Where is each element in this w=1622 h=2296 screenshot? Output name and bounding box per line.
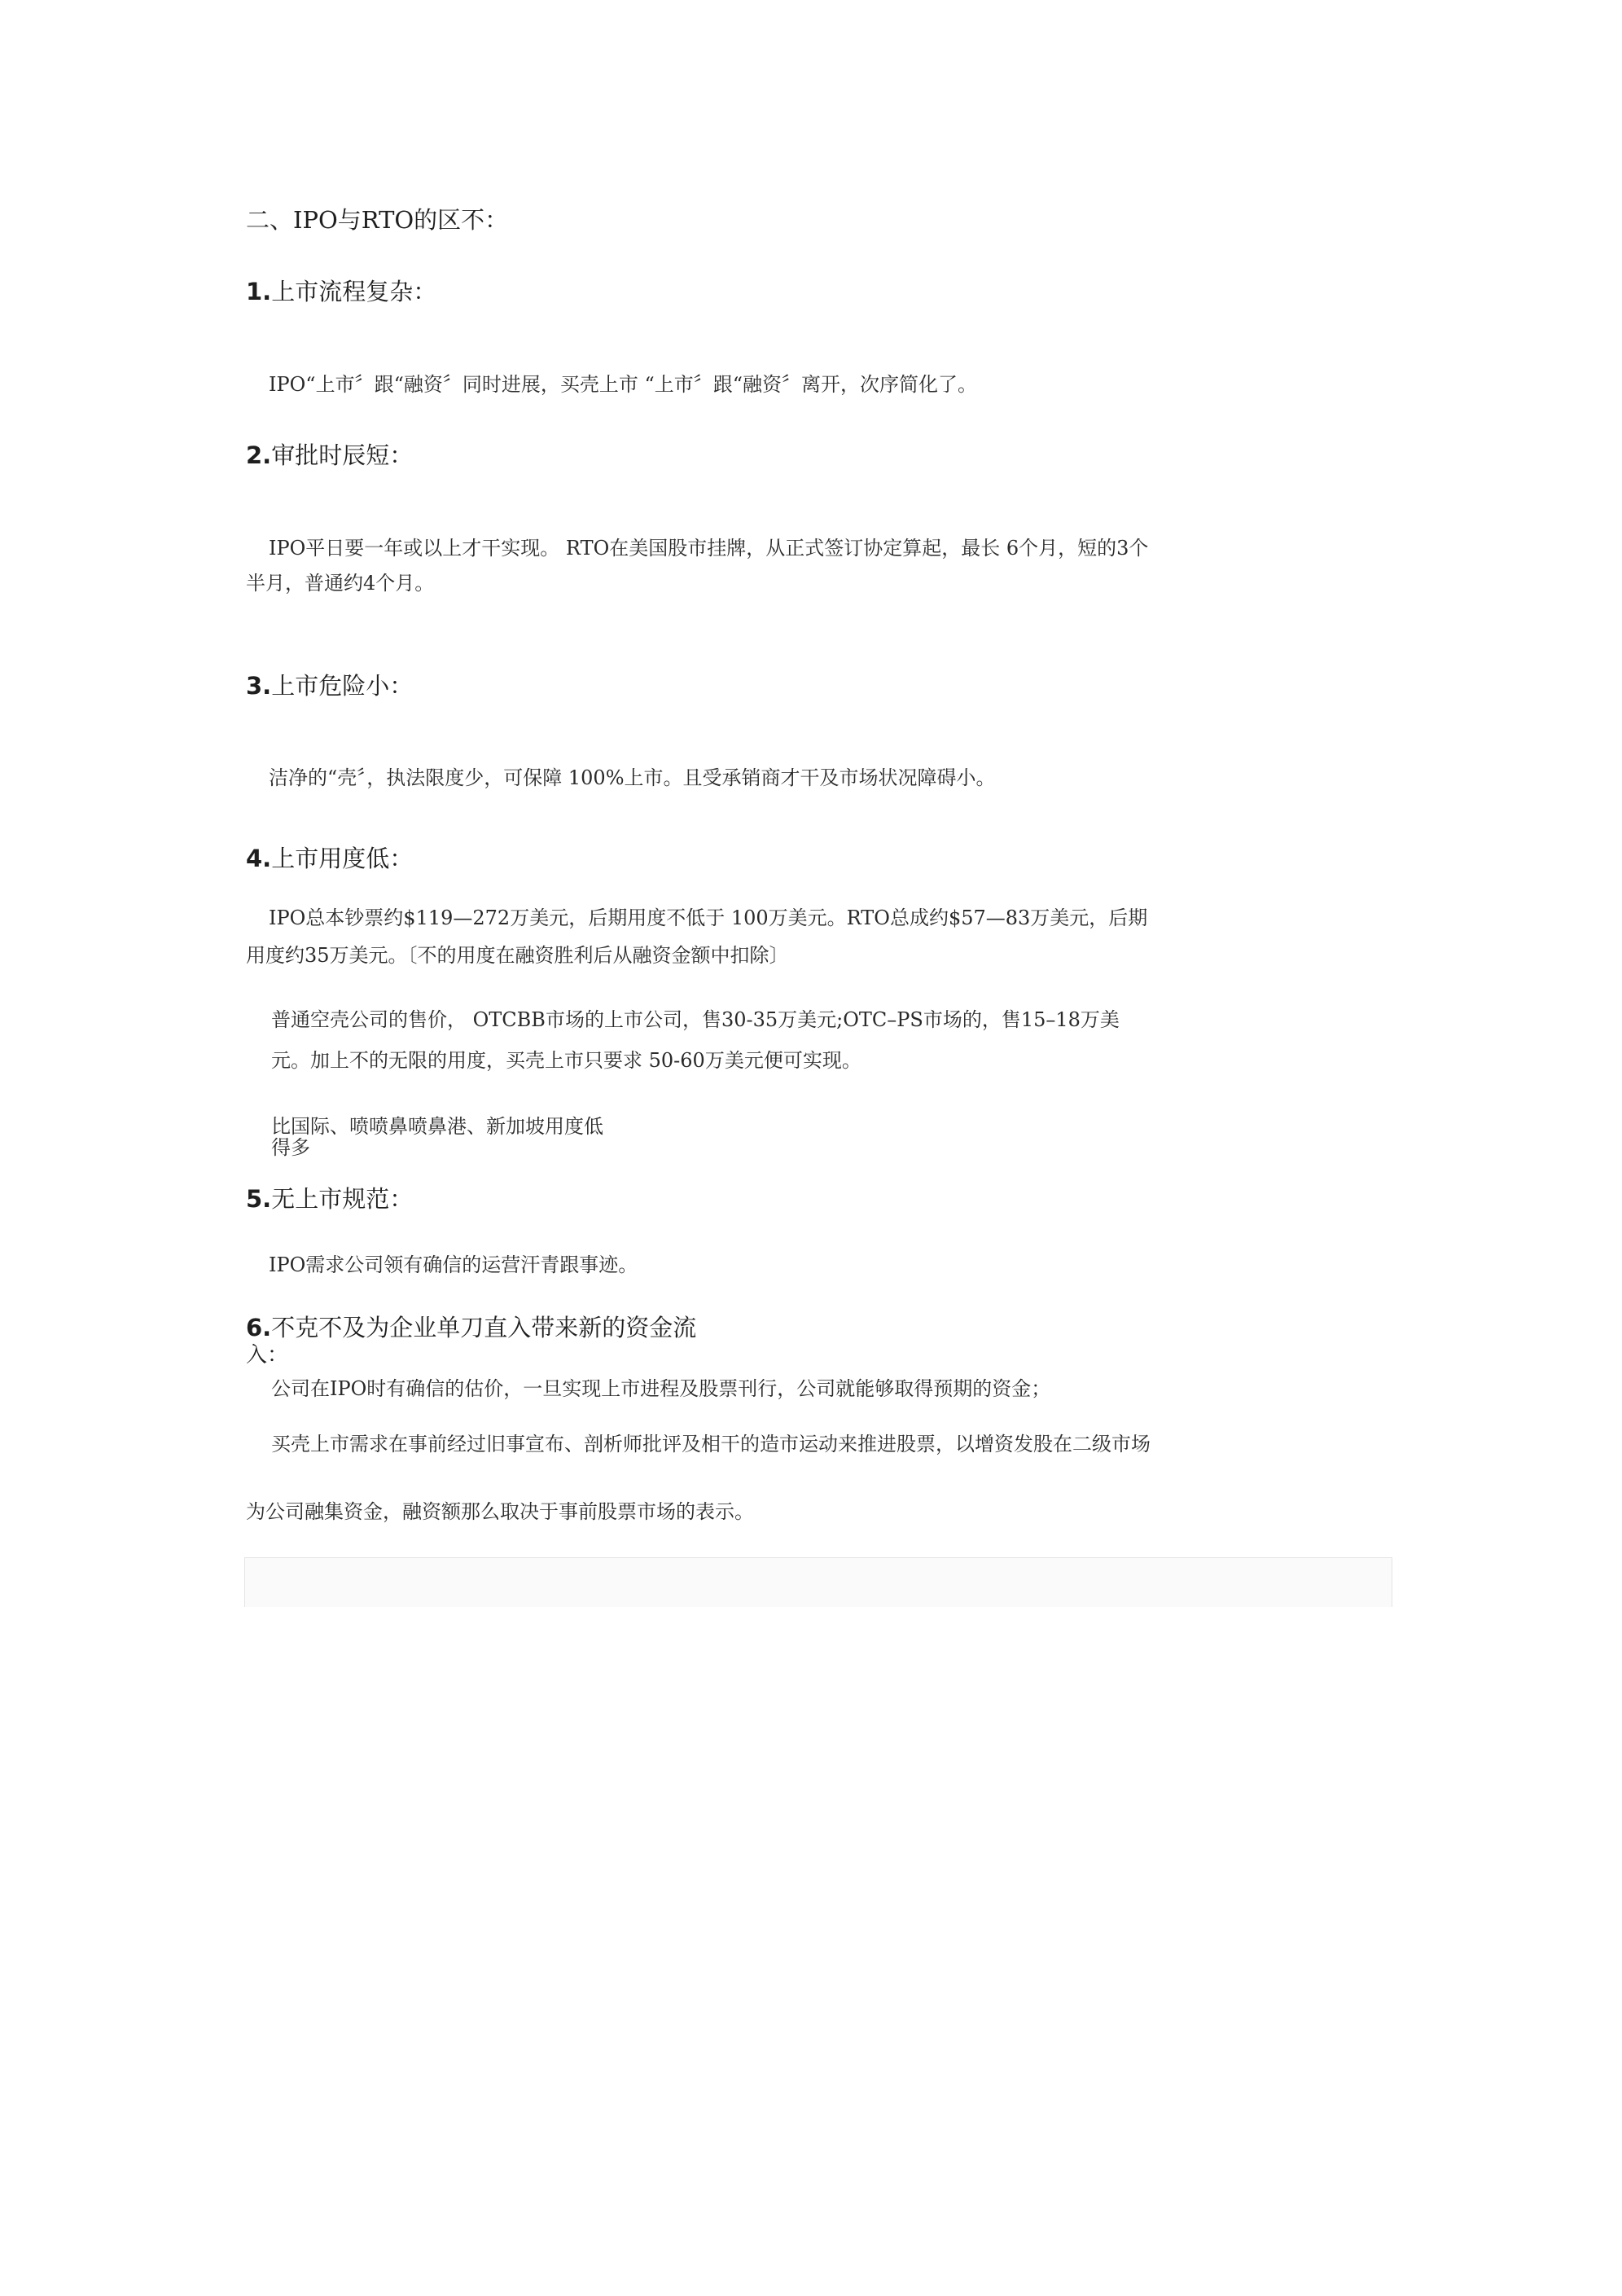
section-4-line-4: 元。加上不的无限的用度，买壳上市只要求 50-60万美元便可实现。 [271, 1049, 861, 1072]
section-4-line-6: 得多 [271, 1136, 310, 1159]
section-3-heading [246, 673, 413, 700]
document-title: 二、IPO与RTO的区不： [246, 206, 509, 234]
section-3-number: 3. [246, 672, 272, 700]
section-4-number: 4. [246, 845, 272, 872]
section-4-line-5: 比国际、喷喷鼻喷鼻港、新加坡用度低 [271, 1115, 603, 1138]
section-6-line-2: 买壳上市需求在事前经过旧事宣布、剖析师批评及相干的造市运动来推进股票，以增资发股在二级市场 [271, 1433, 1151, 1455]
section-4-line-2: 用度约35万美元。〔不的用度在融资胜利后从融资金额中扣除〕 [246, 944, 789, 967]
section-6-line-3: 为公司融集资金，融资额那么取决于事前股票市场的表示。 [246, 1500, 754, 1523]
section-3-heading-text: 上市危险小： [271, 672, 414, 700]
section-5-number: 5. [246, 1185, 272, 1213]
section-4-heading [246, 845, 413, 872]
section-2-heading [246, 442, 413, 469]
section-6-number: 6. [246, 1314, 272, 1341]
section-2-line-1: IPO平日要一年或以上才干实现。 RTO在美国股市挂牌，从正式签订协定算起，最长 6个月，短的3个 [269, 537, 1149, 560]
section-6-heading [246, 1315, 696, 1341]
section-6-line-1: 公司在IPO时有确信的估价，一旦实现上市进程及股票刊行，公司就能够取得预期的资金； [271, 1377, 1051, 1400]
empty-content-box [244, 1557, 1392, 1607]
section-1-heading [246, 279, 436, 305]
section-4-line-1: IPO总本钞票约$119—272万美元，后期用度不低于 100万美元。RTO总成约$57—83万美元，后期 [269, 907, 1148, 929]
section-2-heading-text: 审批时辰短： [271, 441, 414, 469]
section-4-heading-text: 上市用度低： [271, 845, 414, 872]
section-3-line-1: 洁净的“壳〞，执法限度少，可保障 100%上市。且受承销商才干及市场状况障碍小。 [269, 766, 996, 789]
section-1-number: 1. [246, 278, 272, 305]
section-6-heading-continuation: 入： [246, 1343, 289, 1368]
section-2-line-2: 半月，普通约4个月。 [246, 572, 435, 595]
section-2-number: 2. [246, 441, 272, 469]
section-1-line-1: IPO“上市〞跟“融资〞同时进展，买壳上市 “上市〞跟“融资〞离开，次序简化了。 [269, 373, 978, 396]
section-4-line-3: 普通空壳公司的售价， OTCBB市场的上市公司，售30-35万美元;OTC–PS市场的，售15–18万美 [271, 1008, 1120, 1031]
section-1-heading-text: 上市流程复杂： [271, 278, 437, 305]
section-5-heading-text: 无上市规范： [271, 1185, 414, 1213]
section-5-heading [246, 1186, 413, 1213]
section-5-line-1: IPO需求公司领有确信的运营汗青跟事迹。 [269, 1253, 638, 1276]
section-6-heading-text: 不克不及为企业单刀直入带来新的资金流 [271, 1314, 697, 1341]
